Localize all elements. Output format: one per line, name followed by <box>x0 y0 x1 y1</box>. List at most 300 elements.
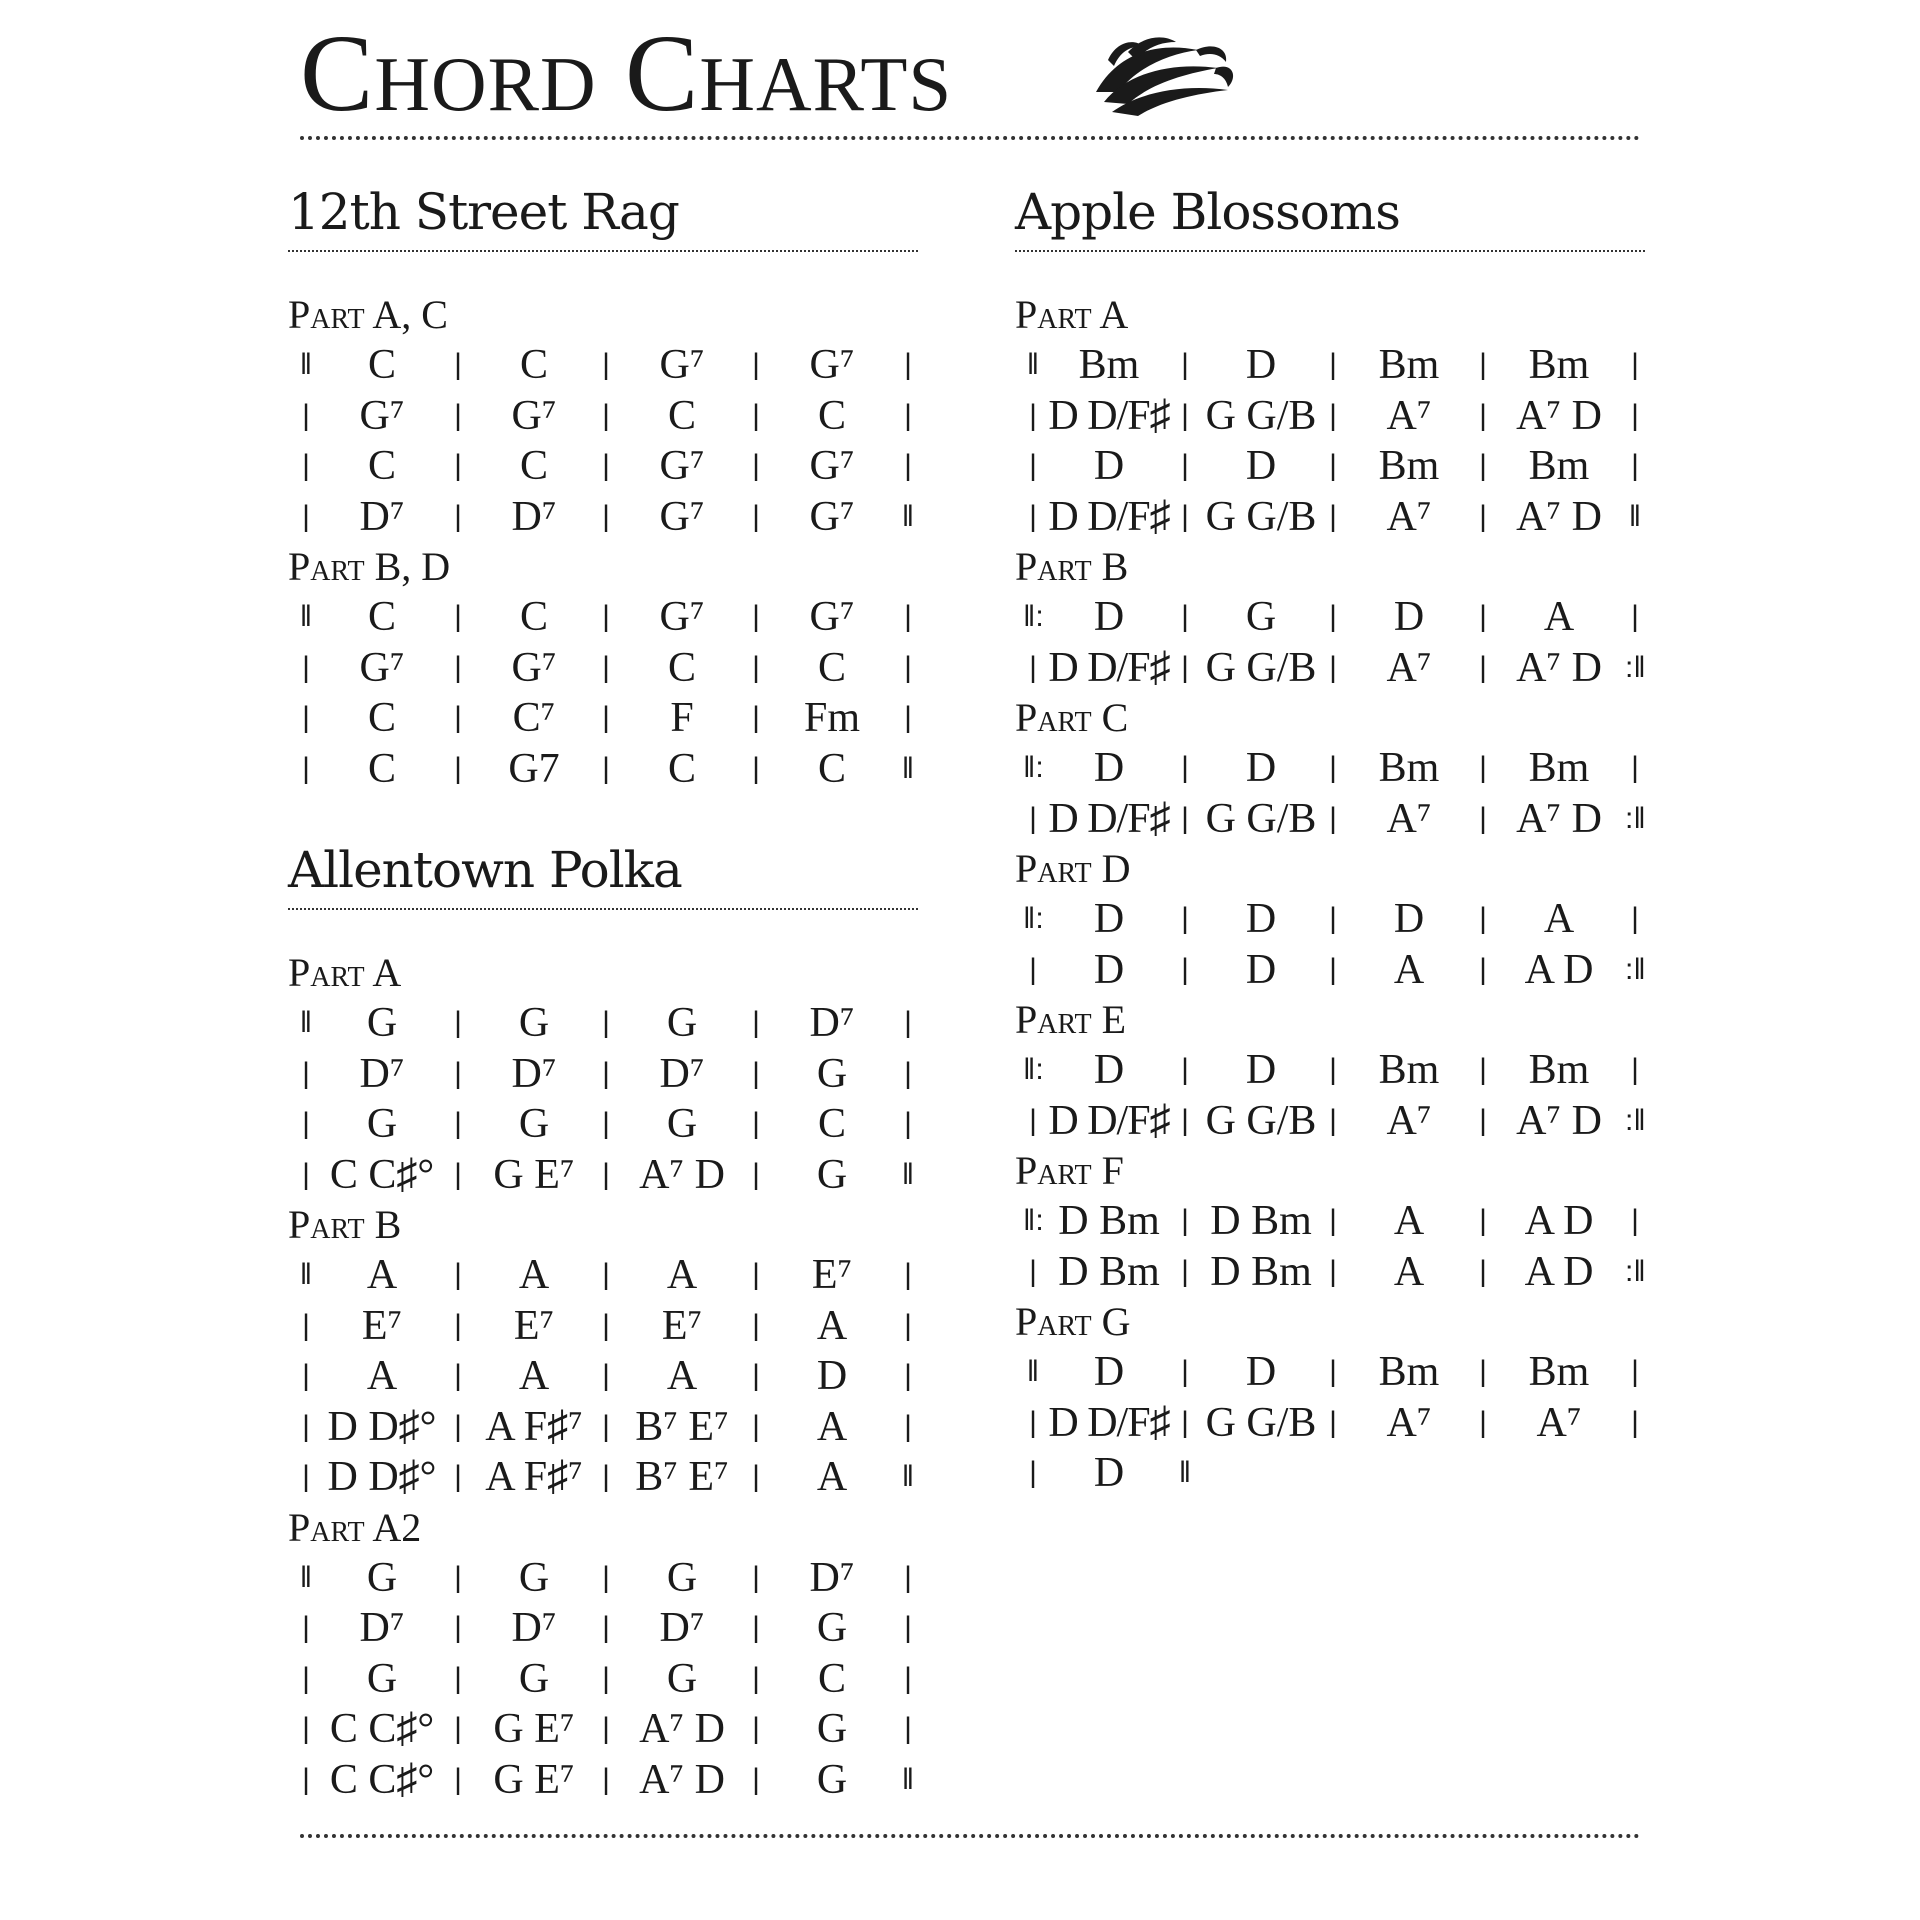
chord-cell: A⁷ <box>1386 392 1432 439</box>
chord-cell: G⁷ <box>659 342 705 388</box>
barline: | <box>602 751 610 785</box>
chord-cell: Bm <box>1378 745 1440 791</box>
song-block <box>1015 182 1645 1499</box>
barline: | <box>602 1762 610 1796</box>
chord-cell: D⁷ <box>359 1605 405 1651</box>
barline: | <box>1329 499 1337 533</box>
barline: | <box>1181 348 1189 381</box>
barline: | <box>602 1712 610 1745</box>
barline: | <box>454 1611 462 1644</box>
barline: | <box>454 1762 462 1796</box>
barline: | <box>602 1611 610 1644</box>
barline: | <box>1479 449 1487 482</box>
chord-cell: D <box>1393 896 1425 942</box>
chord-line <box>1015 1196 1645 1247</box>
barline: | <box>1479 600 1487 633</box>
barline: | <box>1479 801 1487 835</box>
chord-cell: D <box>1093 1450 1125 1496</box>
chord-cell: D <box>1245 1349 1277 1395</box>
chord-cell: A <box>666 1252 698 1298</box>
chord-cell: A⁷ <box>1386 644 1432 691</box>
barline: | <box>602 449 610 482</box>
barline: ‖: <box>1023 1204 1044 1237</box>
barline: | <box>1181 650 1189 684</box>
chord-cell: C <box>667 745 696 792</box>
chord-cell: A⁷ <box>1386 1399 1432 1446</box>
barline: | <box>454 1409 462 1443</box>
barline: | <box>302 1611 310 1644</box>
barline: | <box>904 1661 912 1695</box>
barline: ‖ <box>299 600 313 633</box>
barline: | <box>1029 1405 1037 1439</box>
chord-cell: G <box>518 1655 550 1702</box>
chord-cell: A <box>518 1353 550 1399</box>
barline: | <box>752 1006 760 1039</box>
chord-line <box>288 744 918 795</box>
barline: | <box>1029 1254 1037 1288</box>
barline: | <box>752 1359 760 1392</box>
barline: | <box>752 1056 760 1090</box>
chord-cell: C <box>667 644 696 691</box>
barline: | <box>302 1157 310 1191</box>
chord-cell: A <box>816 1403 848 1450</box>
chord-line <box>1015 1347 1645 1398</box>
chord-cell: Bm <box>1378 342 1440 388</box>
barline: | <box>904 600 912 633</box>
chord-cell: G <box>366 1655 398 1702</box>
barline: | <box>1631 1405 1639 1439</box>
barline: ‖ <box>1026 1355 1040 1388</box>
barline: | <box>602 1560 610 1594</box>
chord-cell: D D/F♯ <box>1048 1399 1170 1446</box>
chord-cell: D⁷ <box>511 1050 557 1097</box>
part-label: Part A <box>1015 292 1129 337</box>
chord-cell: A <box>666 1353 698 1399</box>
barline: | <box>904 1056 912 1090</box>
barline: | <box>752 499 760 533</box>
chord-cell: B⁷ E⁷ <box>635 1454 729 1500</box>
barline: | <box>1181 1355 1189 1388</box>
chord-line <box>1015 391 1645 442</box>
leaf-flourish-icon <box>1088 32 1238 122</box>
chord-line <box>288 1150 918 1201</box>
chord-cell: A <box>1393 1198 1425 1244</box>
chord-cell: F <box>670 695 694 741</box>
barline: | <box>1329 1204 1337 1237</box>
barline: | <box>1329 449 1337 482</box>
chord-cell: G <box>816 1706 848 1752</box>
chord-cell: A D <box>1524 1198 1594 1244</box>
barline: | <box>1029 398 1037 432</box>
chord-cell: D⁷ <box>809 1554 855 1601</box>
chord-line <box>288 998 918 1049</box>
barline: | <box>1479 1405 1487 1439</box>
chord-cell: C <box>667 392 696 439</box>
part-label: Part E <box>1015 997 1126 1042</box>
chord-cell: E⁷ <box>513 1302 555 1349</box>
chord-cell: E⁷ <box>811 1252 853 1298</box>
barline: :‖ <box>1625 801 1646 835</box>
barline: | <box>904 701 912 734</box>
chord-line <box>288 1301 918 1352</box>
chord-cell: D D/F♯ <box>1048 493 1170 540</box>
barline: | <box>752 751 760 785</box>
chord-cell: C C♯° <box>329 1706 435 1752</box>
barline: | <box>602 1157 610 1191</box>
chord-line <box>1015 592 1645 643</box>
chord-cell: G⁷ <box>809 443 855 489</box>
barline: ‖: <box>1023 600 1044 633</box>
chord-line <box>288 492 918 543</box>
barline: | <box>454 1560 462 1594</box>
barline: | <box>302 701 310 734</box>
part-label: Part A2 <box>288 1504 422 1550</box>
barline: | <box>1029 1456 1037 1489</box>
left-column <box>288 182 918 1805</box>
chord-cell: D <box>1393 594 1425 640</box>
barline: | <box>752 1560 760 1594</box>
chord-line <box>288 592 918 643</box>
chord-cell: Bm <box>1528 342 1590 388</box>
barline: | <box>602 1006 610 1039</box>
chord-cell: D <box>1245 745 1277 791</box>
chord-cell: A <box>816 1302 848 1349</box>
barline: | <box>904 348 912 381</box>
barline: | <box>1329 1355 1337 1388</box>
chord-cell: G G/B <box>1205 644 1317 691</box>
chord-cell: D Bm <box>1058 1198 1160 1244</box>
chord-line <box>288 1755 918 1806</box>
barline: ‖ <box>1178 1456 1192 1489</box>
chord-line <box>288 441 918 492</box>
barline: ‖ <box>901 1157 915 1191</box>
barline: | <box>1329 902 1337 935</box>
chord-cell: A⁷ D <box>639 1756 725 1803</box>
barline: | <box>904 449 912 482</box>
barline: | <box>1631 348 1639 381</box>
barline: ‖ <box>1628 499 1642 533</box>
barline: | <box>602 600 610 633</box>
chord-cell: G⁷ <box>809 493 855 540</box>
barline: | <box>1479 1053 1487 1086</box>
chord-cell: C <box>519 594 548 640</box>
song-block <box>288 182 918 794</box>
chord-cell: A⁷ D <box>1516 644 1602 691</box>
chord-cell: A F♯⁷ <box>485 1454 583 1500</box>
chord-cell: C <box>367 695 396 741</box>
chord-cell: D⁷ <box>359 1050 405 1097</box>
chord-cell: G <box>816 1151 848 1198</box>
chord-cell: A⁷ D <box>1516 392 1602 439</box>
barline: | <box>1181 499 1189 533</box>
barline: | <box>602 499 610 533</box>
chord-cell: D <box>1245 946 1277 993</box>
chord-cell: Bm <box>1528 1349 1590 1395</box>
barline: | <box>752 1258 760 1291</box>
barline: | <box>1181 751 1189 784</box>
barline: | <box>752 398 760 432</box>
chord-line <box>288 1099 918 1150</box>
chord-cell: C <box>519 342 548 388</box>
barline: | <box>1181 600 1189 633</box>
barline: | <box>1479 1355 1487 1388</box>
barline: | <box>454 701 462 734</box>
chord-cell: A⁷ <box>1536 1399 1582 1446</box>
barline: | <box>602 1258 610 1291</box>
chord-line <box>1015 340 1645 391</box>
chord-cell: D <box>1093 594 1125 640</box>
chord-cell: D <box>1093 745 1125 791</box>
chord-line <box>1015 1398 1645 1449</box>
chord-line <box>1015 894 1645 945</box>
chord-cell: G <box>666 1101 698 1147</box>
barline: ‖ <box>299 348 313 381</box>
barline: :‖ <box>1625 1103 1646 1137</box>
chord-cell: A⁷ D <box>1516 493 1602 540</box>
chord-cell: B⁷ E⁷ <box>635 1403 729 1450</box>
barline: | <box>1181 1103 1189 1137</box>
chord-cell: Bm <box>1378 1349 1440 1395</box>
chord-cell: G <box>1245 594 1277 640</box>
chord-line <box>1015 643 1645 694</box>
barline: | <box>1479 650 1487 684</box>
chord-cell: D⁷ <box>511 1605 557 1651</box>
barline: | <box>454 1661 462 1695</box>
chord-cell: D D/F♯ <box>1048 795 1170 842</box>
chord-cell: G G/B <box>1205 795 1317 842</box>
chord-line <box>288 1603 918 1654</box>
chord-cell: D <box>1245 443 1277 489</box>
barline: | <box>1479 952 1487 986</box>
barline: | <box>454 1308 462 1342</box>
chord-cell: C <box>817 392 846 439</box>
barline: | <box>1479 1254 1487 1288</box>
barline: | <box>904 1258 912 1291</box>
part-label: Part B <box>288 1202 402 1247</box>
barline: | <box>1329 348 1337 381</box>
chord-cell: A <box>1543 594 1575 640</box>
chord-cell: A⁷ D <box>639 1151 725 1198</box>
chord-line <box>1015 743 1645 794</box>
chord-cell: C <box>367 342 396 388</box>
barline: | <box>454 1056 462 1090</box>
barline: | <box>1181 1053 1189 1086</box>
chord-cell: C <box>817 1101 846 1147</box>
chord-cell: G <box>666 1000 698 1046</box>
chord-cell: G G/B <box>1205 493 1317 540</box>
chord-cell: A <box>366 1252 398 1298</box>
chord-cell: G⁷ <box>659 493 705 540</box>
barline: | <box>752 348 760 381</box>
chord-cell: C <box>817 745 846 792</box>
barline: | <box>302 1460 310 1493</box>
chord-cell: Bm <box>1378 443 1440 489</box>
chord-cell: D⁷ <box>809 1000 855 1046</box>
barline: | <box>454 650 462 684</box>
chord-cell: D <box>1245 896 1277 942</box>
barline: | <box>1029 499 1037 533</box>
barline: | <box>302 1409 310 1443</box>
barline: | <box>602 1359 610 1392</box>
barline: | <box>602 1056 610 1090</box>
chord-line <box>1015 1448 1645 1499</box>
footer-divider <box>300 1834 1640 1838</box>
barline: | <box>602 1409 610 1443</box>
chord-cell: C <box>367 443 396 489</box>
chord-line <box>288 1553 918 1604</box>
chord-cell: G <box>816 1050 848 1097</box>
barline: | <box>454 398 462 432</box>
barline: | <box>454 1258 462 1291</box>
chord-cell: G <box>366 1000 398 1046</box>
chord-cell: G <box>518 1554 550 1601</box>
chord-cell: Bm <box>1528 745 1590 791</box>
barline: | <box>904 398 912 432</box>
song-title-divider <box>1015 250 1645 252</box>
song-title-divider <box>288 908 918 910</box>
chord-cell: D D♯° <box>327 1454 437 1500</box>
barline: | <box>1631 1355 1639 1388</box>
chord-cell: D⁷ <box>659 1605 705 1651</box>
barline: | <box>602 348 610 381</box>
barline: | <box>1631 751 1639 784</box>
chord-cell: A F♯⁷ <box>485 1403 583 1450</box>
page-title: Chord Charts <box>300 12 953 134</box>
barline: | <box>904 650 912 684</box>
barline: | <box>1329 1254 1337 1288</box>
chord-cell: D <box>1245 1047 1277 1093</box>
barline: | <box>602 398 610 432</box>
barline: ‖ <box>299 1258 313 1291</box>
barline: | <box>1181 801 1189 835</box>
chord-line <box>288 643 918 694</box>
chord-cell: C <box>367 594 396 640</box>
header-divider <box>300 136 1640 140</box>
chord-line <box>288 693 918 744</box>
chord-cell: A <box>1393 946 1425 993</box>
barline: | <box>1329 801 1337 835</box>
barline: | <box>752 650 760 684</box>
barline: | <box>752 1107 760 1140</box>
barline: | <box>904 1107 912 1140</box>
chord-cell: G <box>666 1554 698 1601</box>
chord-cell: G⁷ <box>809 594 855 640</box>
chord-cell: G⁷ <box>511 392 557 439</box>
part-label: Part C <box>1015 695 1129 740</box>
chord-cell: Bm <box>1078 342 1140 388</box>
chord-cell: Fm <box>803 695 861 741</box>
chord-cell: C <box>817 644 846 691</box>
chord-line <box>1015 794 1645 845</box>
barline: | <box>752 1611 760 1644</box>
chord-cell: G <box>518 1000 550 1046</box>
barline: | <box>904 1006 912 1039</box>
barline: | <box>454 1107 462 1140</box>
barline: | <box>302 1359 310 1392</box>
barline: | <box>752 1409 760 1443</box>
barline: | <box>904 1359 912 1392</box>
barline: | <box>1029 952 1037 986</box>
chord-cell: C C♯° <box>329 1756 435 1803</box>
chord-line <box>288 1402 918 1453</box>
barline: | <box>1479 348 1487 381</box>
barline: | <box>454 1006 462 1039</box>
chord-cell: A <box>366 1353 398 1399</box>
barline: | <box>1181 902 1189 935</box>
song-title-divider <box>288 250 918 252</box>
barline: | <box>1479 398 1487 432</box>
chord-cell: D <box>816 1353 848 1399</box>
barline: | <box>602 1460 610 1493</box>
chord-cell: G <box>666 1655 698 1702</box>
barline: | <box>1029 650 1037 684</box>
barline: ‖ <box>901 751 915 785</box>
right-column <box>1015 182 1645 1499</box>
barline: | <box>602 1661 610 1695</box>
chord-cell: C <box>817 1655 846 1702</box>
barline: ‖ <box>901 499 915 533</box>
barline: ‖: <box>1023 902 1044 935</box>
barline: | <box>1631 1204 1639 1237</box>
barline: | <box>1181 1405 1189 1439</box>
barline: | <box>454 751 462 785</box>
barline: | <box>1631 902 1639 935</box>
barline: | <box>602 701 610 734</box>
barline: | <box>602 1107 610 1140</box>
chord-cell: D <box>1245 342 1277 388</box>
chord-line <box>1015 492 1645 543</box>
chord-cell: G <box>366 1554 398 1601</box>
chord-cell: D⁷ <box>659 1050 705 1097</box>
barline: ‖ <box>901 1762 915 1796</box>
chord-cell: G G/B <box>1205 392 1317 439</box>
part-label: Part B, D <box>288 544 451 589</box>
chord-line <box>288 1704 918 1755</box>
barline: | <box>752 1460 760 1493</box>
chord-cell: D⁷ <box>359 493 405 540</box>
barline: | <box>752 1661 760 1695</box>
chord-cell: G <box>816 1756 848 1803</box>
chord-cell: D D/F♯ <box>1048 644 1170 691</box>
chord-line <box>1015 1045 1645 1096</box>
chord-cell: G G/B <box>1205 1097 1317 1144</box>
chord-cell: G E⁷ <box>493 1151 575 1198</box>
chord-cell: D D/F♯ <box>1048 1097 1170 1144</box>
chord-cell: G E⁷ <box>493 1706 575 1752</box>
barline: | <box>1329 952 1337 986</box>
chord-line <box>288 1351 918 1402</box>
part-label: Part B <box>1015 544 1129 589</box>
chord-cell: D⁷ <box>511 493 557 540</box>
barline: ‖ <box>1026 348 1040 381</box>
chord-cell: G <box>366 1101 398 1147</box>
chord-cell: D D/F♯ <box>1048 392 1170 439</box>
chord-cell: A⁷ D <box>639 1706 725 1752</box>
chord-cell: C C♯° <box>329 1151 435 1198</box>
barline: | <box>1479 1103 1487 1137</box>
barline: | <box>302 499 310 533</box>
part-label: Part F <box>1015 1148 1124 1193</box>
barline: | <box>904 1611 912 1644</box>
barline: | <box>752 449 760 482</box>
chord-cell: D Bm <box>1058 1248 1160 1295</box>
barline: | <box>1181 1254 1189 1288</box>
barline: | <box>454 449 462 482</box>
barline: | <box>454 348 462 381</box>
barline: | <box>1029 1103 1037 1137</box>
chord-cell: D <box>1093 896 1125 942</box>
barline: | <box>602 1308 610 1342</box>
